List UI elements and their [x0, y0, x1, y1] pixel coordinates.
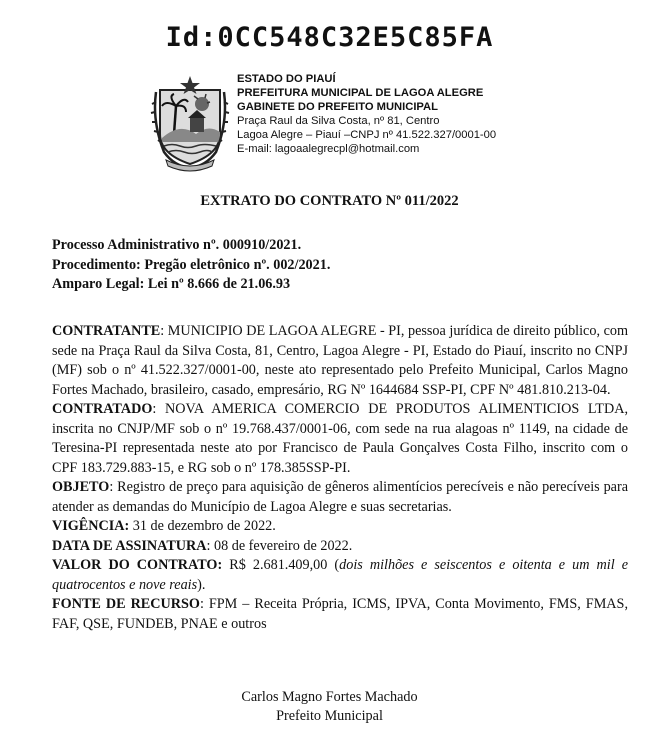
signer-role: Prefeito Municipal — [276, 708, 383, 724]
letterhead-text — [237, 72, 496, 156]
signature-block — [0, 688, 659, 726]
contratante-paragraph — [52, 322, 628, 400]
contratado-paragraph — [52, 400, 628, 478]
vigencia-paragraph — [52, 517, 628, 537]
valor-extenso: dois milhões e seiscentos e oitenta e um mil e quatrocentos e nove reais — [52, 557, 629, 593]
procedure: Procedimento: Pregão eletrônico nº. 002/2021. — [52, 256, 331, 273]
signer-name: Carlos Magno Fortes Machado — [241, 689, 418, 705]
assinatura-paragraph — [52, 537, 628, 557]
document-title: EXTRATO DO CONTRATO Nº 011/2022 — [200, 193, 459, 209]
email-line: E-mail: lagoaalegrecpl@hotmail.com — [237, 143, 420, 155]
city-cnpj-line: Lagoa Alegre – Piauí –CNPJ nº 41.522.327/0001-00 — [237, 129, 497, 141]
legal-basis: Amparo Legal: Lei nº 8.666 de 21.06.93 — [52, 276, 291, 292]
contratante-label: CONTRATANTE — [52, 323, 161, 339]
fonte-label: FONTE DE RECURSO — [52, 596, 200, 612]
assinatura-label: DATA DE ASSINATURA — [52, 537, 207, 554]
vigencia-label: VIGÊNCIA: — [52, 518, 130, 534]
objeto-paragraph — [52, 478, 628, 517]
valor-paragraph — [52, 556, 628, 595]
state-name: ESTADO DO PIAUÍ — [237, 73, 336, 85]
assinatura-text: : 08 de fevereiro de 2022. — [206, 537, 353, 554]
vigencia-text: 31 de dezembro de 2022. — [129, 518, 276, 534]
objeto-label: OBJETO — [52, 479, 110, 495]
valor-amount: R$ 2.681.409,00 ( — [222, 557, 340, 573]
objeto-text: : Registro de preço para aquisição de gêneros alimentícios perecíveis e não perecíveis para atender as demandas do Município de Lagoa Alegre e suas secretarias. — [52, 479, 628, 515]
fonte-text: : FPM – Receita Própria, ICMS, IPVA, Conta Movimento, FMS, FMAS, FAF, QSE, FUNDEB, PNAE e outros — [52, 596, 628, 632]
prefecture-name: PREFEITURA MUNICIPAL DE LAGOA ALEGRE — [237, 87, 484, 99]
contratado-label: CONTRATADO — [52, 401, 153, 417]
valor-label: VALOR DO CONTRATO: — [52, 557, 223, 573]
office-name: GABINETE DO PREFEITO MUNICIPAL — [237, 101, 438, 113]
process-number: Processo Administrativo nº. 000910/2021. — [52, 237, 302, 253]
valor-close: ). — [197, 576, 206, 593]
contract-body — [52, 322, 628, 634]
fonte-paragraph — [52, 595, 628, 634]
process-info — [52, 236, 628, 295]
document-id: Id:0CC548C32E5C85FA — [165, 22, 494, 53]
contratante-text: : MUNICIPIO DE LAGOA ALEGRE - PI, pessoa jurídica de direito público, com sede na Praça Raul da Silva Costa, 81, Centro, Lagoa Alegre - PI, Estado do Piauí, inscrito no CNPJ (MF) sob o nº 41.522.327/0001-00, neste ato representado pelo Prefeito Municipal, Carlos Magno Fortes Machado, brasileiro, casado, empresário, RG Nº 1644684 SSP-PI, CPF Nº 481.810.213-04. — [52, 323, 628, 398]
address-line: Praça Raul da Silva Costa, nº 81, Centro — [237, 115, 440, 127]
contratado-text: : NOVA AMERICA COMERCIO DE PRODUTOS ALIMENTICIOS LTDA, inscrita no CNJP/MF sob o nº 19.768.437/0001-06, com sede na rua alagoas nº 1149, na cidade de Teresina-PI representada neste ato por Francisco de Paula Gonçalves Costa Filho, inscrito com o CPF 183.729.883-15, e RG sob o nº 178.385SSP-PI. — [52, 401, 628, 476]
letterhead — [150, 70, 620, 174]
municipal-seal-icon — [150, 72, 230, 172]
